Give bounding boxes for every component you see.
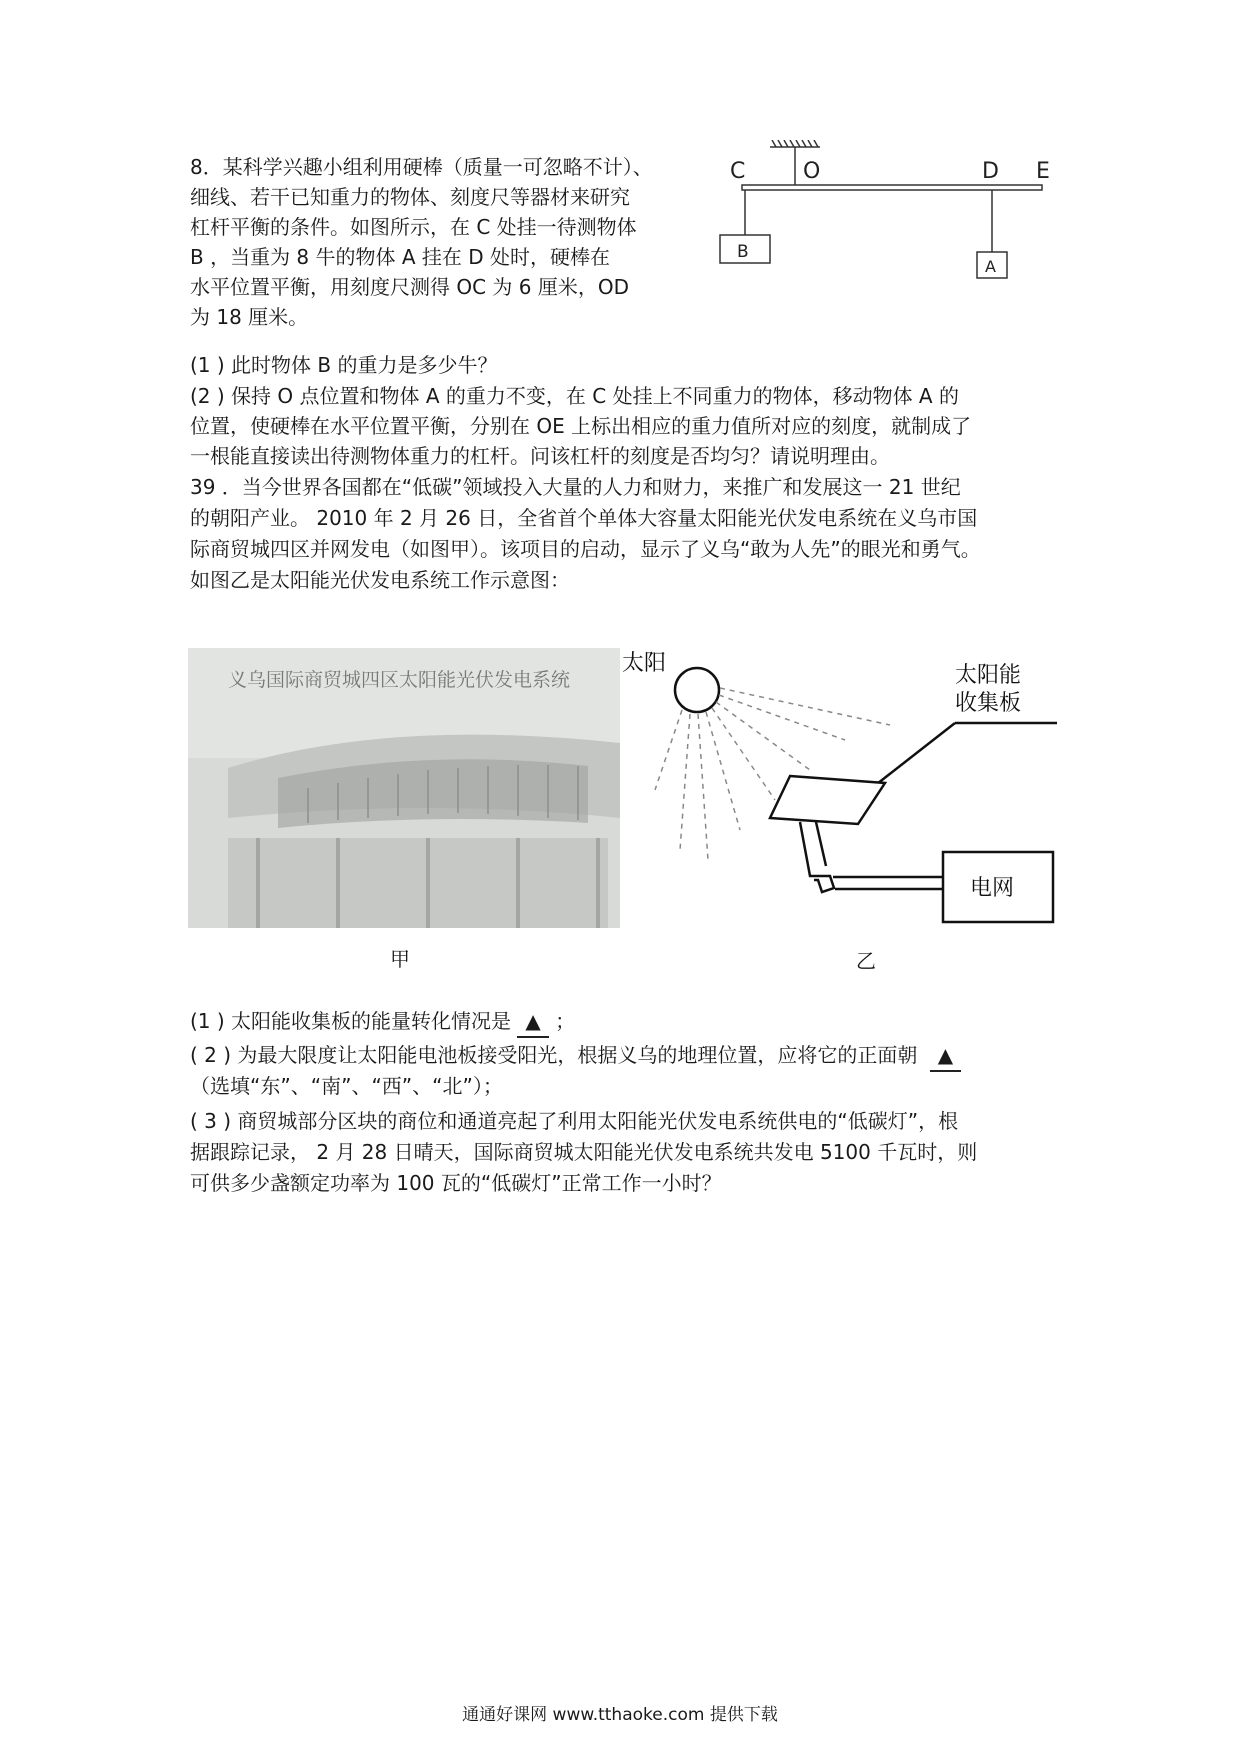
q8-sub2-line: 位置，使硬棒在水平位置平衡，分别在 OE 上标出相应的重力值所对应的刻度，就制成了 xyxy=(190,414,972,438)
grid-label: 电网 xyxy=(970,876,1015,901)
panel-label-line1: 太阳能 xyxy=(955,663,1022,688)
footer-credit: 通通好课网 www.tthaoke.com 提供下载 xyxy=(462,1705,778,1725)
caption-figure-b: 乙 xyxy=(856,949,876,973)
q8-line: 8．某科学兴趣小组利用硬棒（质量一可忽略不计）、 xyxy=(190,155,653,179)
label-d: D xyxy=(982,159,999,184)
ceiling-hatch xyxy=(770,140,820,147)
q39-sub3-line: ( 3 ) 商贸城部分区块的商位和通道亮起了利用太阳能光伏发电系统供电的“低碳灯”，根 xyxy=(190,1109,959,1133)
q8-sub2-line: 一根能直接读出待测物体重力的杠杆。问该杠杆的刻度是否均匀？请说明理由。 xyxy=(190,444,890,468)
q39-intro-line: 的朝阳产业。 2010 年 2 月 26 日，全省首个单体大容量太阳能光伏发电系统在义乌市国 xyxy=(190,506,978,530)
q8-line: 为 18 厘米。 xyxy=(190,305,309,329)
q8-sub1: (1 ) 此时物体 B 的重力是多少牛？ xyxy=(190,353,498,377)
photo-sign: 义乌国际商贸城四区太阳能光伏发电系统 xyxy=(228,669,571,691)
label-b: B xyxy=(737,242,749,262)
label-c: C xyxy=(730,159,746,184)
panel-label-line2: 收集板 xyxy=(955,691,1022,716)
lever-rod xyxy=(742,185,1042,190)
q39-sub2 xyxy=(190,1040,1060,1072)
answer-blank-1: ▲ xyxy=(517,1006,548,1038)
sun-icon xyxy=(675,668,719,712)
label-e: E xyxy=(1036,159,1050,184)
solar-diagram xyxy=(620,640,1060,930)
q39-intro-line: 际商贸城四区并网发电（如图甲）。该项目的启动，显示了义乌“敢为人先”的眼光和勇气。 xyxy=(190,537,981,561)
q39-sub3-line: 据跟踪记录， 2 月 28 日晴天，国际商贸城太阳能光伏发电系统共发电 5100 千瓦时，则 xyxy=(190,1140,978,1164)
q39-sub1 xyxy=(190,1006,1060,1038)
answer-blank-2: ▲ xyxy=(930,1040,961,1072)
q39-sub1-end: ； xyxy=(555,1009,576,1033)
q8-line: 水平位置平衡，用刻度尺测得 OC 为 6 厘米，OD xyxy=(190,275,630,299)
q8-line: 细线、若干已知重力的物体、刻度尺等器材来研究 xyxy=(190,185,630,209)
q39-sub2-text: ( 2 ) 为最大限度让太阳能电池板接受阳光，根据义乌的地理位置，应将它的正面朝 xyxy=(190,1043,918,1067)
q8-line: B ，当重为 8 牛的物体 A 挂在 D 处时，硬棒在 xyxy=(190,245,611,269)
panel-stand xyxy=(800,822,834,892)
sun-label: 太阳 xyxy=(622,651,667,676)
q8-sub2-line: (2 ) 保持 O 点位置和物体 A 的重力不变，在 C 处挂上不同重力的物体，移动物体 A 的 xyxy=(190,384,959,408)
photo-figure-a xyxy=(188,648,620,928)
lever-diagram xyxy=(700,140,1070,290)
q8-line: 杠杆平衡的条件。如图所示，在 C 处挂一待测物体 xyxy=(190,215,637,239)
label-a: A xyxy=(985,257,996,276)
solar-panel xyxy=(770,776,885,824)
q39-sub1-text: (1 ) 太阳能收集板的能量转化情况是 xyxy=(190,1009,512,1033)
caption-figure-a: 甲 xyxy=(390,947,410,971)
q39-intro-line: 如图乙是太阳能光伏发电系统工作示意图： xyxy=(190,568,570,592)
sun-rays xyxy=(655,688,890,860)
label-o: O xyxy=(803,159,821,184)
q39-sub3-line: 可供多少盏额定功率为 100 瓦的“低碳灯”正常工作一小时？ xyxy=(190,1171,722,1195)
q39-sub2-options: （选填“东”、“南”、“西”、“北”）； xyxy=(190,1074,503,1098)
q39-intro-line: 39 ．当今世界各国都在“低碳”领域投入大量的人力和财力，来推广和发展这一 21 世纪 xyxy=(190,475,961,499)
